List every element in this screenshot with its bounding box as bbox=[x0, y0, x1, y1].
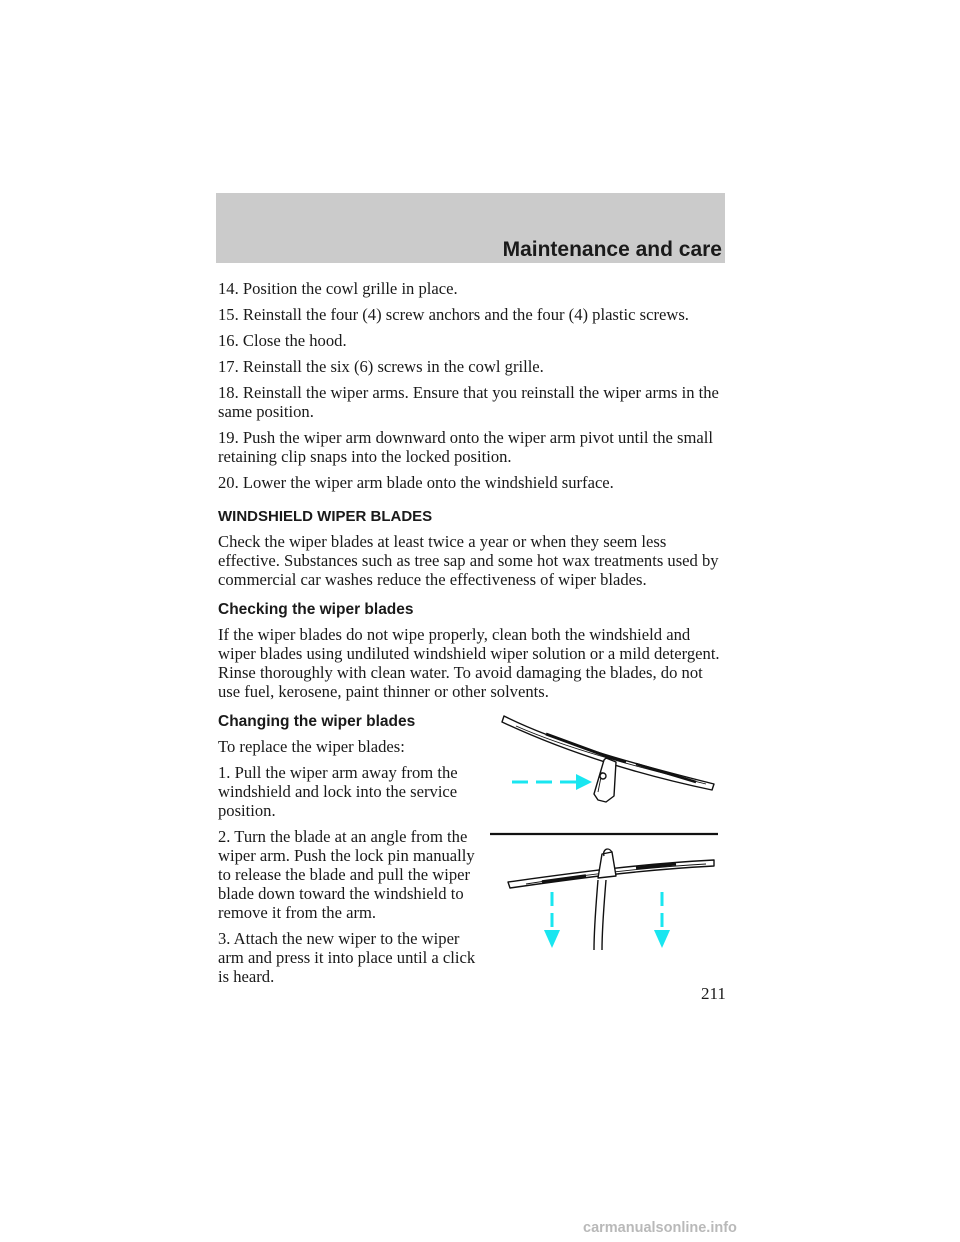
section-header-band bbox=[216, 193, 725, 263]
arrow-top-head bbox=[576, 774, 592, 790]
arrow-left-head bbox=[544, 930, 560, 948]
step-18: 18. Reinstall the wiper arms. Ensure that you reinstall the wiper arms in the same position. bbox=[218, 383, 719, 421]
wiper-blade-top-drawing bbox=[502, 716, 714, 802]
changing-step-3: 3. Attach the new wiper to the wiper arm and press it into place until a click is heard. bbox=[218, 929, 476, 986]
wiper-blades-heading: WINDSHIELD WIPER BLADES bbox=[218, 508, 433, 525]
changing-intro: To replace the wiper blades: bbox=[218, 737, 405, 756]
step-19: 19. Push the wiper arm downward onto the wiper arm pivot until the small retaining clip snaps into the locked position. bbox=[218, 428, 713, 466]
step-14: 14. Position the cowl grille in place. bbox=[218, 279, 458, 298]
step-15: 15. Reinstall the four (4) screw anchors and the four (4) plastic screws. bbox=[218, 305, 689, 324]
wiper-blades-intro: Check the wiper blades at least twice a year or when they seem less effective. Substances such as tree sap and some hot wax treatments used by commercial car washes reduce the effectiveness of wiper blades. bbox=[218, 532, 719, 589]
wiper-blade-illustration bbox=[486, 704, 722, 956]
checking-text: If the wiper blades do not wipe properly, clean both the windshield and wiper blades using undiluted windshield wiper solution or a mild detergent. Rinse thoroughly with clean water. To avoid damaging the blades, do not use fuel, kerosene, paint thinner or other solvents. bbox=[218, 625, 720, 701]
step-20: 20. Lower the wiper arm blade onto the windshield surface. bbox=[218, 473, 614, 492]
changing-step-1: 1. Pull the wiper arm away from the windshield and lock into the service position. bbox=[218, 763, 458, 820]
changing-step-2: 2. Turn the blade at an angle from the wiper arm. Push the lock pin manually to release the blade and pull the wiper blade down toward the windshield to remove it from the arm. bbox=[218, 827, 475, 922]
step-16: 16. Close the hood. bbox=[218, 331, 347, 350]
step-17: 17. Reinstall the six (6) screws in the cowl grille. bbox=[218, 357, 544, 376]
footer-watermark: carmanualsonline.info bbox=[583, 1220, 737, 1236]
page-number: 211 bbox=[701, 984, 726, 1003]
arrow-right-head bbox=[654, 930, 670, 948]
wiper-blade-bottom-drawing bbox=[508, 849, 714, 950]
changing-heading: Changing the wiper blades bbox=[218, 713, 416, 730]
checking-heading: Checking the wiper blades bbox=[218, 601, 414, 618]
section-title: Maintenance and care bbox=[502, 238, 722, 261]
